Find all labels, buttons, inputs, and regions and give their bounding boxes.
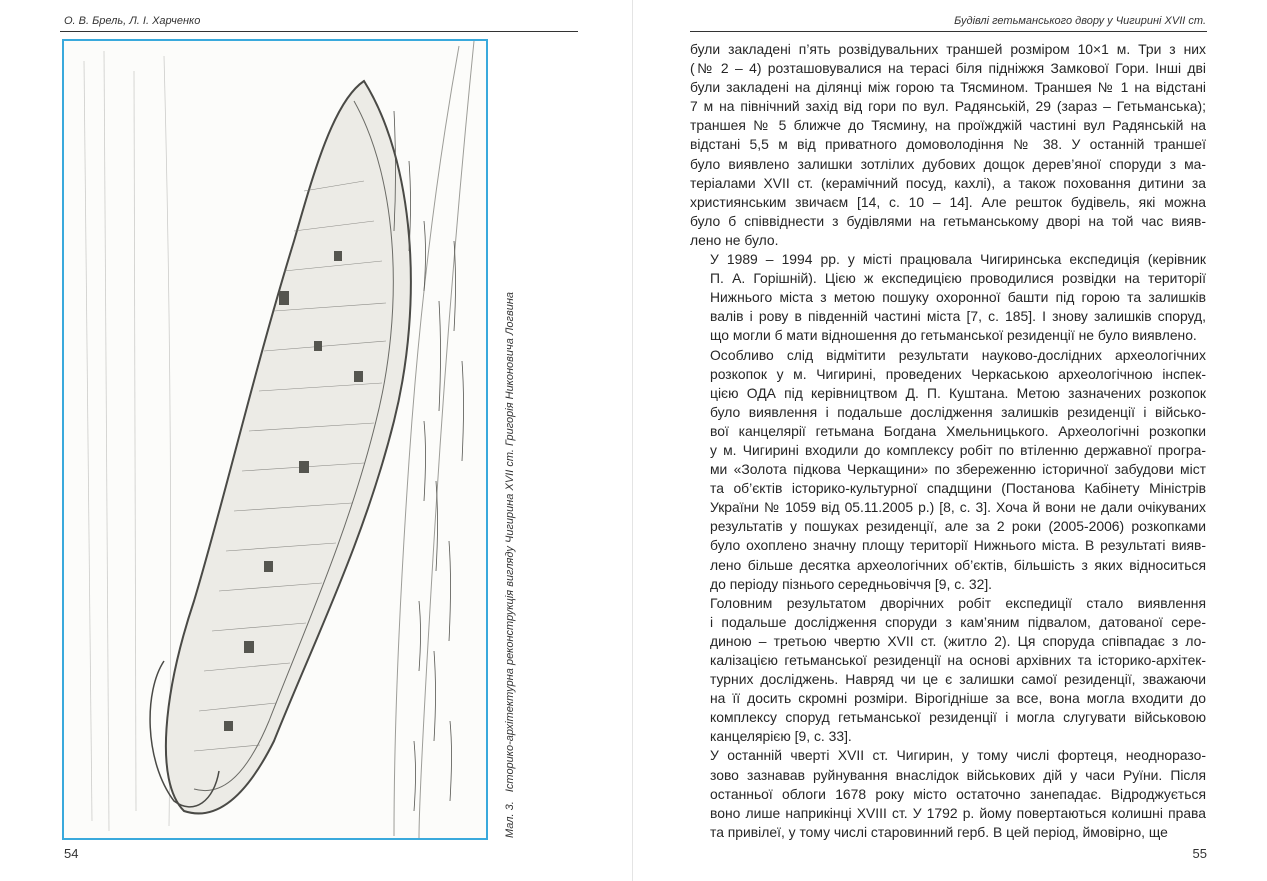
- text-line: зово зазнавав руйнування внаслідок військових дій у часи Руїни. Після: [710, 766, 1206, 783]
- body-text: [690, 40, 1206, 842]
- text-line: воно лише наприкінці XVIII ст. У 1792 р. йому повертаються колишні права: [710, 804, 1206, 821]
- text-line: були закладені п’ять розвідувальних траншей розміром 10×1 м. Три з них: [690, 41, 1206, 57]
- figure-caption-text: Історико-архітектурна реконструкція вигляду Чигирина XVII ст. Григорія Никоновича Логвина: [504, 291, 516, 793]
- text-line: вої канцелярії гетьмана Богдана Хмельницького. Археологічні розкопки: [710, 422, 1206, 439]
- text-line: диною – третьою чвертю XVII ст. (житло 2). Ця споруда співпадає з ло-: [710, 632, 1206, 649]
- chyhyryn-drawing: [64, 41, 486, 838]
- text-line: розкопок у м. Чигирині, проведених Черкаською археологічною інспек-: [710, 365, 1206, 382]
- text-line: та об’єктів історико-культурної спадщини (Постанова Кабінету Міністрів: [710, 480, 1206, 497]
- text-line: було охоплено значну площу території Нижнього міста. В результаті вияв-: [710, 537, 1206, 554]
- paragraph: [690, 40, 1206, 250]
- text-line: канцелярією [9, с. 33].: [710, 728, 852, 745]
- text-line: ми «Золота підкова Черкащини» по збереженню історичної забудови міст: [710, 461, 1206, 478]
- text-line: траншея № 5 ближче до Тясмину, на проїжджій частині вул Радянській на: [690, 117, 1206, 134]
- right-page: [633, 0, 1267, 881]
- left-header-rule: [60, 31, 578, 32]
- paragraph: [690, 746, 1206, 841]
- left-page-number: 54: [64, 846, 79, 861]
- left-page: [0, 0, 633, 881]
- text-line: цією ОДА під керівництвом Д. П. Куштана. Метою зазначених розкопок: [710, 384, 1206, 401]
- text-line: комплексу споруд гетьманської резиденції і могла слугувати військовою: [710, 709, 1206, 726]
- text-line: було виявлено залишки зотлілих дубових дощок дерев’яної споруди з ма-: [690, 155, 1206, 172]
- text-line: останньої облоги 1678 року місто остаточно занепадає. Відроджується: [710, 785, 1206, 802]
- text-line: результатів у пошуках резиденції, але за 2 роки (2005-2006) розкопками: [710, 518, 1206, 535]
- text-line: лено більше десятка археологічних об’єктів, більшість з яких відноситься: [710, 556, 1206, 573]
- text-line: У 1989 – 1994 рр. у місті працювала Чигиринська експедиція (керівник: [710, 251, 1206, 268]
- paragraph: [690, 250, 1206, 345]
- paragraph: [690, 594, 1206, 747]
- text-line: Головним результатом дворічних робіт експедиції стало виявлення: [710, 594, 1206, 611]
- text-line: теріалами XVII ст. (керамічний посуд, кахлі), а також поховання дитини за: [690, 174, 1206, 191]
- text-line: що могли б мати відношення до гетьманської резиденції не було виявлено.: [710, 327, 1197, 344]
- text-line: лено не було.: [690, 231, 779, 248]
- text-line: (№ 2 – 4) розташовувалися на терасі біля підніжжя Замкової Гори. Інші дві: [690, 60, 1206, 77]
- text-line: у м. Чигирині входили до комплексу робіт по втіленню державної програ-: [710, 441, 1206, 458]
- figure-frame: [62, 39, 488, 840]
- text-line: на її досить скромні розміри. Вірогідніше за все, вона могла входити до: [710, 690, 1206, 707]
- right-header-rule: [690, 31, 1207, 32]
- fortress-wall: [166, 81, 411, 813]
- text-line: П. А. Горішній). Цією ж експедицією проводилися розвідки на території: [710, 270, 1206, 287]
- text-line: Особливо слід відмітити результати науково-дослідних археологічних: [710, 346, 1206, 363]
- text-line: України № 1059 від 05.11.2005 р.) [8, с. 3]. Хоча й вони не дали очікуваних: [710, 499, 1206, 516]
- text-line: було виявлення і подальше дослідження залишків резиденції і військо-: [710, 403, 1206, 420]
- text-line: було б співвіднести з будівлями на гетьманському дворі на той час вияв-: [690, 212, 1206, 229]
- text-line: були закладені на ділянці між горою та Тясмином. Траншея № 1 на відстані: [690, 79, 1206, 96]
- text-line: валів і рову в південній частині міста [7, с. 185]. І знову залишків споруд,: [710, 308, 1206, 325]
- text-line: У останній чверті XVII ст. Чигирин, у тому числі фортеця, неодноразо-: [710, 747, 1206, 764]
- right-page-number: 55: [1192, 846, 1207, 861]
- figure-caption: [504, 38, 516, 838]
- right-running-head: Будівлі гетьманського двору у Чигирині XVII ст.: [954, 15, 1206, 27]
- text-line: і подальше дослідження споруди з кам’яним підвалом, датованої сере-: [710, 613, 1206, 630]
- text-line: 7 м на північний захід від гори по вул. Радянській, 29 (зараз – Гетьманська);: [690, 98, 1206, 115]
- text-line: відстані 5,5 м від приватного домоволодіння № 38. У останній траншеї: [690, 136, 1206, 153]
- text-line: та привілеї, у тому числі старовинний герб. В цей період, ймовірно, ще: [710, 823, 1168, 840]
- left-running-head: О. В. Брель, Л. І. Харченко: [64, 15, 201, 27]
- text-line: калізацією гетьманської резиденції на основі архівних та історико-архітек-: [710, 652, 1206, 668]
- figure-label: Мал. 3.: [504, 801, 516, 838]
- text-line: до періоду пізнього середньовіччя [9, с. 32].: [710, 575, 993, 592]
- text-line: Нижнього міста з метою пошуку охоронної башти під горою та залишків: [710, 289, 1206, 306]
- text-line: турних досліджень. Навряд чи це є залишки самої резиденції, зважаючи: [710, 671, 1206, 688]
- paragraph: [690, 346, 1206, 594]
- text-line: християнським звичаєм [14, с. 10 – 14]. Але решток будівель, які можна: [690, 193, 1206, 210]
